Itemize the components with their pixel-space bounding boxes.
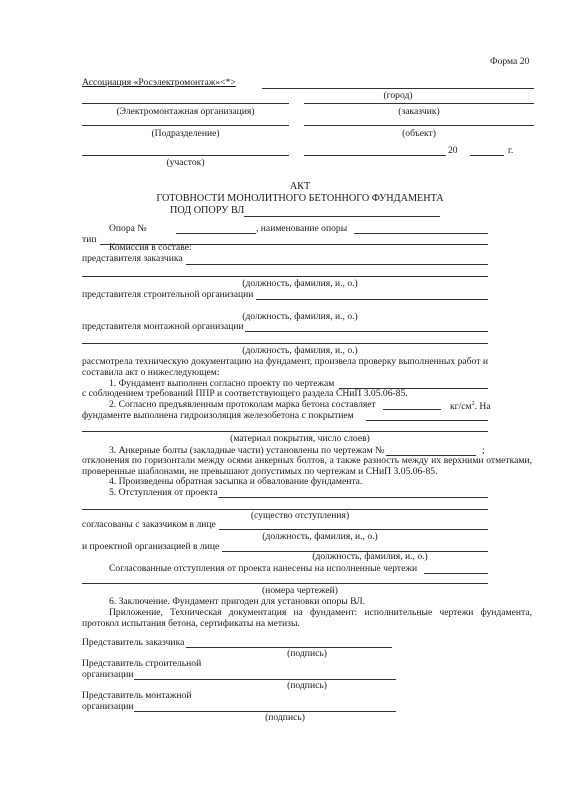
- installer-rep-line-2[interactable]: [82, 343, 488, 344]
- item-2-continued: фундаменте выполнена гидроизоляция железобетона с покрытием: [82, 410, 354, 421]
- customer-rep-line-2[interactable]: [82, 276, 488, 277]
- object-caption: (объект): [402, 128, 436, 139]
- agreed-customer-caption: (должность, фамилия, и., о.): [262, 531, 378, 542]
- builder-sign-label: Представитель строительной: [82, 658, 202, 669]
- line-name-line[interactable]: [244, 216, 440, 217]
- coating-line[interactable]: [366, 420, 488, 421]
- review-text: рассмотрела техническую документацию на фундамент, произвела проверку выполненных работ и составила акт о нижеследующем:: [82, 356, 488, 378]
- doc-title-line2: ГОТОВНОСТИ МОНОЛИТНОГО БЕТОННОГО ФУНДАМЕНТА: [156, 193, 444, 204]
- builder-rep-line[interactable]: [256, 299, 488, 300]
- customer-sign-caption: (подпись): [287, 648, 327, 659]
- agreed-design-caption: (должность, фамилия, и., о.): [312, 551, 428, 562]
- day-month-line[interactable]: [304, 155, 446, 156]
- concrete-unit: $кг/см^2$. На: [450, 401, 491, 413]
- drawings-line[interactable]: [82, 583, 488, 584]
- item-5-label: 5. Отступления от проекта: [109, 487, 218, 498]
- installer-rep-label: представителя монтажной организации: [82, 321, 244, 332]
- builder-sign-label-2: организации: [82, 669, 134, 680]
- doc-title-line3: ПОД ОПОРУ ВЛ: [170, 205, 245, 216]
- doc-title: АКТ: [289, 181, 311, 192]
- item-1-continued: с соблюдением требований ППР и соответствующего раздела СНиП 3.05.06-85.: [82, 388, 408, 399]
- customer-caption: (заказчик): [398, 106, 440, 117]
- installer-rep-line[interactable]: [245, 331, 488, 332]
- customer-rep-line[interactable]: [186, 264, 488, 265]
- coating-line-2[interactable]: [82, 431, 488, 432]
- item-3-label: 3. Анкерные болты (закладные части) установлены по чертежам №: [109, 445, 385, 456]
- customer-line[interactable]: [304, 103, 534, 104]
- deviation-line[interactable]: [218, 497, 488, 498]
- year-line[interactable]: [470, 155, 504, 156]
- deviation-caption: (существо отступления): [250, 510, 350, 521]
- coating-caption: (материал покрытия, число слоев): [230, 433, 370, 444]
- commission-label: Комиссия в составе:: [109, 242, 192, 253]
- agreed-customer-line[interactable]: [219, 529, 488, 530]
- city-line[interactable]: [262, 88, 534, 89]
- item-3-continued: отклонения по горизонтали между осями анкерных болтов, а также разность между их верхними отметками, проверенные шаблонами, не превышают допустимых по чертежам и СНиП 3.05.06-85.: [82, 455, 532, 477]
- site-line[interactable]: [82, 155, 289, 156]
- support-name-line[interactable]: [354, 233, 488, 234]
- item-2-label: 2. Согласно предъявленным протоколам марка бетона составляет: [109, 399, 376, 410]
- division-caption: (Подразделение): [151, 128, 220, 139]
- installer-sign-caption: (подпись): [265, 712, 305, 723]
- builder-sign-caption: (подпись): [287, 680, 327, 691]
- installer-sign-label: Представитель монтажной: [82, 690, 192, 701]
- builder-rep-label: представителя строительной организации: [82, 289, 254, 300]
- site-caption: (участок): [166, 157, 205, 168]
- type-label: тип: [82, 234, 97, 245]
- year-suffix: г.: [508, 145, 514, 156]
- concrete-grade-line[interactable]: [383, 409, 441, 410]
- object-line[interactable]: [304, 125, 534, 126]
- city-caption: (город): [383, 90, 413, 101]
- appendix-text: Приложение, Техническая документация на фундамент: исполнительные чертежи фундамента, протокол испытания бетона, сертификаты на метизы.: [82, 607, 532, 629]
- support-name-label: , наименование опоры: [256, 223, 348, 234]
- agreed-customer-label: согласованы с заказчиком в лице: [82, 519, 216, 530]
- item-6: 6. Заключение. Фундамент пригоден для установки опоры ВЛ.: [109, 596, 366, 607]
- customer-sign-label: Представитель заказчика: [82, 637, 185, 648]
- agreed-design-label: и проектной организацией в лице: [82, 541, 220, 552]
- support-number-line[interactable]: [176, 233, 256, 234]
- deviations-drawn-line[interactable]: [424, 573, 488, 574]
- organization-caption: (Электромонтажная организация): [116, 106, 255, 117]
- organization-line[interactable]: [82, 103, 289, 104]
- customer-rep-label: представителя заказчика: [82, 253, 183, 264]
- item-3-semicolon: ;: [482, 445, 485, 456]
- item-4: 4. Произведены обратная засыпка и обвалование фундамента.: [109, 476, 363, 487]
- support-number-label: Опора №: [109, 223, 147, 234]
- deviations-drawn-label: Согласованные отступления от проекта нанесены на исполненные чертежи: [109, 563, 418, 574]
- builder-rep-caption: (должность, фамилия, и., о.): [242, 311, 358, 322]
- installer-sign-label-2: организации: [82, 701, 134, 712]
- year-prefix: 20: [448, 145, 458, 156]
- association-name: Ассоциация «Росэлектромонтаж»<*>: [82, 77, 236, 88]
- form-number: Форма 20: [490, 56, 530, 67]
- installer-rep-caption: (должность, фамилия, и., о.): [242, 345, 358, 356]
- item-1-label: 1. Фундамент выполнен согласно проекту по чертежам: [109, 378, 335, 389]
- drawings-caption: (номера чертежей): [261, 585, 339, 596]
- customer-rep-caption: (должность, фамилия, и., о.): [242, 278, 358, 289]
- division-line[interactable]: [82, 125, 289, 126]
